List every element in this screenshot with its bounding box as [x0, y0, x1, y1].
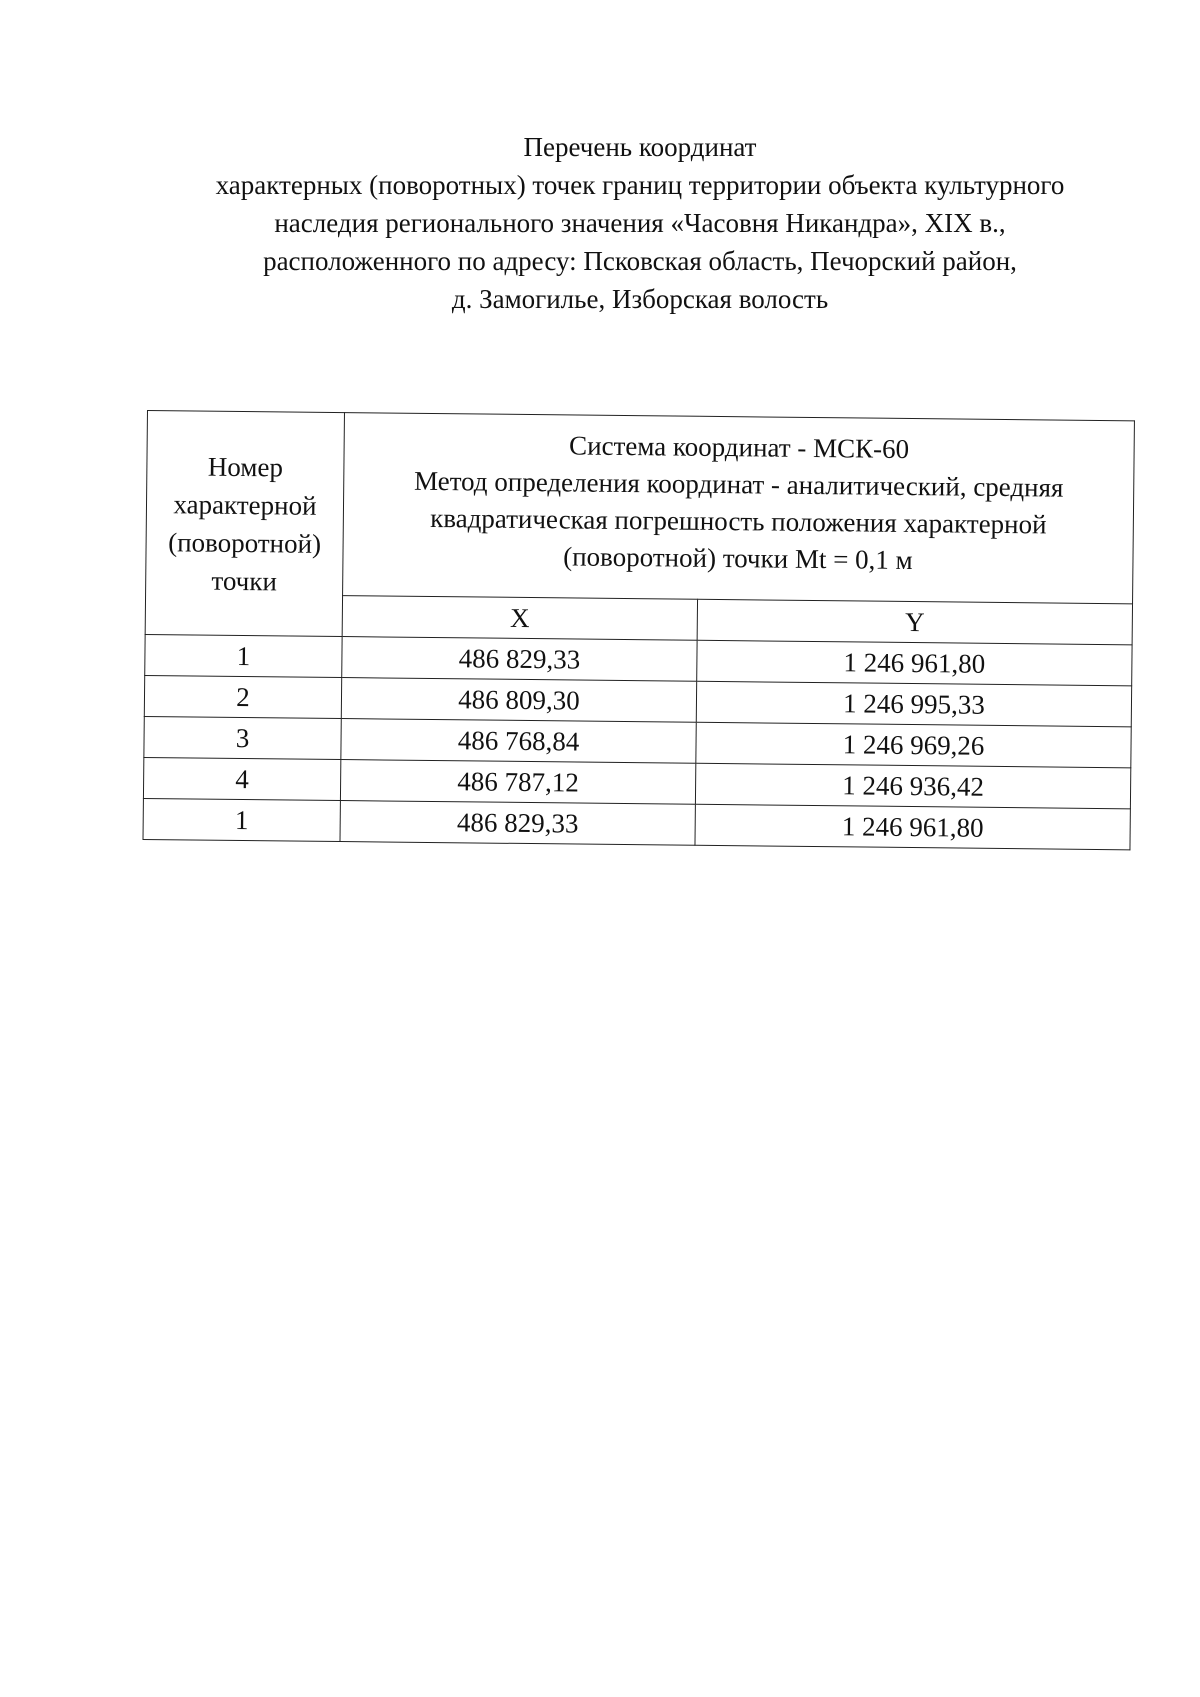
cell-y: 1 246 961,80	[695, 804, 1130, 850]
header-point-line-4: точки	[211, 565, 278, 596]
header-system-line-2: Метод определения координат - аналитический, средняя	[413, 465, 1064, 503]
header-point-line-1: Номер	[207, 451, 284, 482]
cell-x: 486 829,33	[340, 801, 695, 846]
cell-x: 486 809,30	[341, 678, 696, 723]
cell-point: 4	[143, 757, 340, 800]
cell-point: 1	[145, 634, 342, 677]
cell-x: 486 768,84	[341, 719, 696, 764]
header-point-number	[145, 411, 344, 637]
header-point-line-2: характерной	[173, 488, 317, 521]
title-line-2: характерных (поворотных) точек границ территории объекта культурного	[215, 170, 1065, 200]
cell-y: 1 246 961,80	[697, 640, 1132, 686]
cell-x: 486 787,12	[340, 760, 695, 805]
header-x: X	[342, 596, 697, 641]
cell-y: 1 246 995,33	[696, 681, 1131, 727]
header-system-line-4: (поворотной) точки Mt = 0,1 м	[563, 541, 913, 576]
document-title	[150, 128, 1130, 318]
cell-y: 1 246 936,42	[695, 763, 1130, 809]
header-system-line-3: квадратическая погрешность положения характерной	[430, 502, 1047, 540]
title-line-4: расположенного по адресу: Псковская область, Печорский район,	[263, 246, 1017, 276]
title-line-5: д. Замогилье, Изборская волость	[451, 284, 829, 314]
cell-point: 2	[144, 675, 341, 718]
header-coordinate-system	[343, 413, 1135, 604]
coordinates-table	[142, 410, 1134, 850]
header-system-line-1: Система координат - МСК-60	[568, 430, 910, 464]
table-header-row	[146, 411, 1135, 604]
header-point-line-3: (поворотной)	[168, 526, 322, 559]
cell-point: 1	[143, 798, 340, 841]
cell-point: 3	[144, 716, 341, 759]
cell-x: 486 829,33	[342, 637, 697, 682]
title-line-3: наследия регионального значения «Часовня Никандра», XIX в.,	[274, 208, 1006, 238]
title-line-1: Перечень координат	[523, 132, 757, 162]
cell-y: 1 246 969,26	[696, 722, 1131, 768]
header-y: Y	[697, 599, 1132, 645]
